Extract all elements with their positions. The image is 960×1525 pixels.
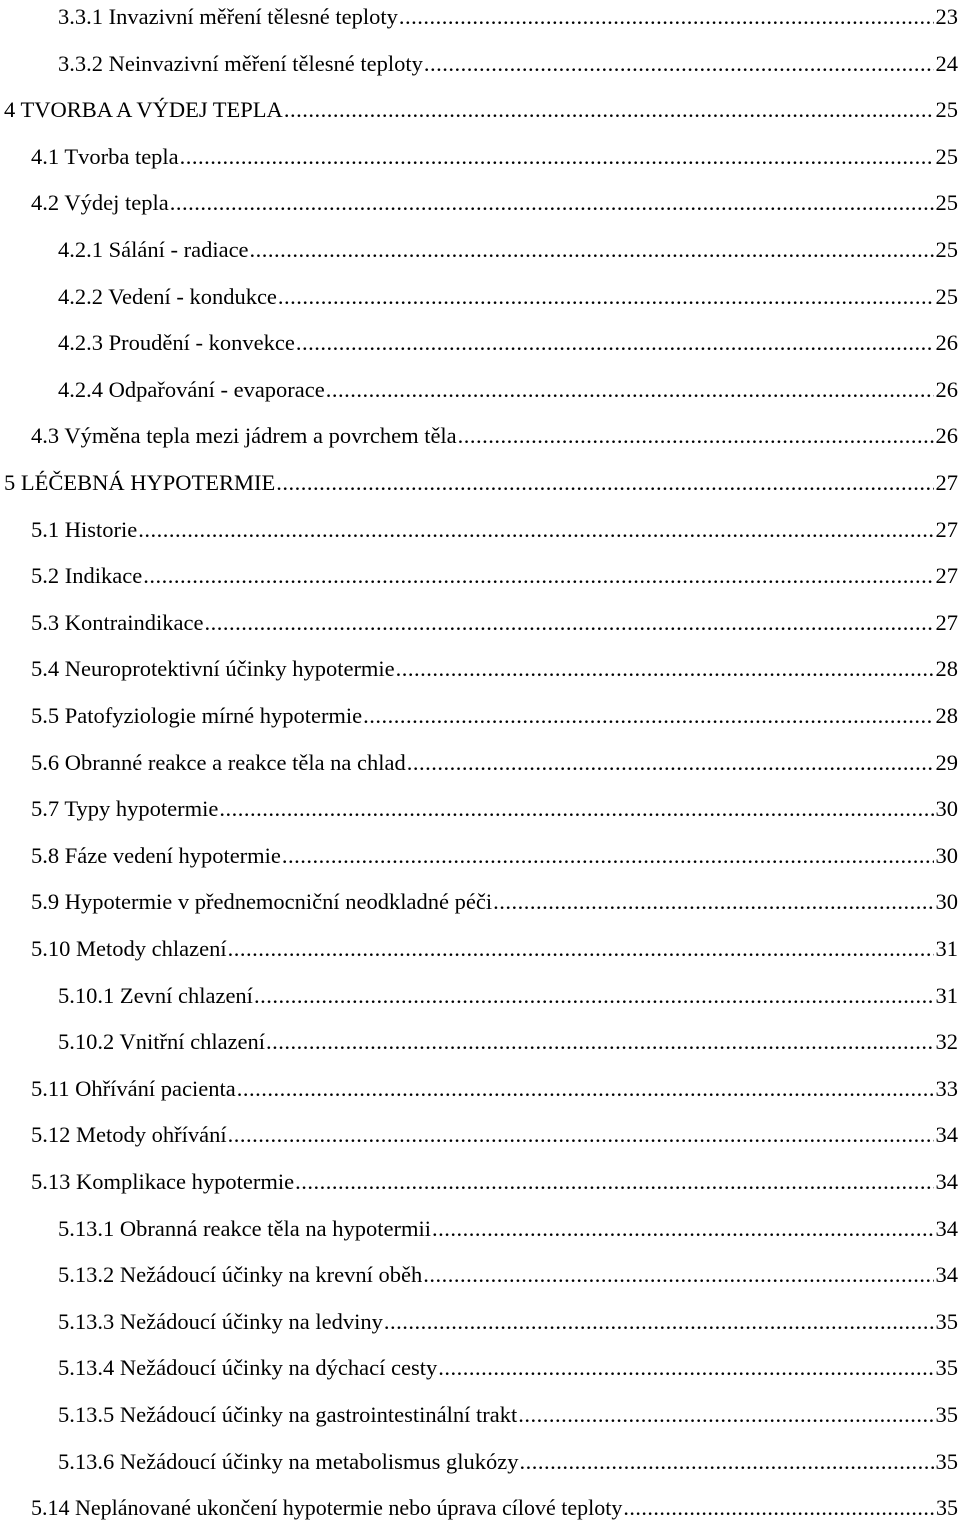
- toc-entry-page-number: 29: [935, 749, 958, 775]
- toc-entry-page-number: 34: [935, 1122, 958, 1148]
- toc-entry-page-number: 27: [935, 563, 958, 589]
- toc-entry-title: 5.13.1 Obranná reakce těla na hypotermii: [58, 1215, 431, 1241]
- toc-dot-leader: [423, 1258, 933, 1292]
- toc-entry-title: 4.2.3 Proudění - konvekce: [58, 330, 295, 356]
- toc-entry[interactable]: [58, 979, 958, 1013]
- toc-entry-title: 5.10.2 Vnitřní chlazení: [58, 1029, 266, 1055]
- toc-dot-leader: [520, 1445, 934, 1479]
- toc-dot-leader: [170, 186, 934, 220]
- toc-dot-leader: [180, 140, 934, 174]
- toc-entry-title: 5.5 Patofyziologie mírné hypotermie: [31, 703, 363, 728]
- toc-dot-leader: [296, 326, 934, 360]
- toc-entry-page-number: 34: [935, 1262, 958, 1288]
- toc-entry-title: 5.9 Hypotermie v přednemocniční neodkladné péči: [31, 889, 493, 915]
- toc-entry-page-number: 35: [936, 1495, 958, 1521]
- toc-entry-title: 3.3.2 Neinvazivní měření tělesné teploty: [58, 50, 423, 76]
- toc-entry-page-number: 28: [935, 703, 958, 728]
- toc-entry[interactable]: [58, 373, 958, 407]
- toc-entry-title: 5.11 Ohřívání pacienta: [31, 1075, 236, 1101]
- toc-dot-leader: [396, 652, 934, 686]
- toc-dot-leader: [493, 885, 933, 919]
- toc-entry-page-number: 23: [935, 4, 958, 29]
- toc-entry-title: 5.13 Komplikace hypotermie: [31, 1169, 295, 1194]
- toc-dot-leader: [138, 513, 933, 547]
- toc-entry[interactable]: [58, 1398, 958, 1432]
- toc-entry[interactable]: [31, 1118, 958, 1152]
- toc-entry-page-number: 34: [935, 1169, 958, 1194]
- toc-entry-title: 5.10 Metody chlazení: [31, 936, 227, 961]
- toc-entry-title: 5.14 Neplánované ukončení hypotermie nebo úprava cílové teploty: [31, 1495, 623, 1521]
- toc-entry-title: 5.13.6 Nežádoucí účinky na metabolismus glukózy: [58, 1448, 519, 1474]
- toc-entry-page-number: 27: [935, 609, 958, 635]
- toc-entry-title: 4.3 Výměna tepla mezi jádrem a povrchem těla: [31, 423, 457, 449]
- toc-entry-page-number: 25: [935, 97, 958, 123]
- toc-entry-page-number: 25: [935, 283, 958, 309]
- toc-entry[interactable]: [58, 1351, 958, 1385]
- toc-entry-title: 5.3 Kontraindikace: [31, 609, 204, 635]
- toc-entry[interactable]: [31, 140, 958, 174]
- toc-dot-leader: [407, 746, 934, 780]
- toc-entry-title: 4 TVORBA A VÝDEJ TEPLA: [4, 97, 283, 123]
- toc-entry[interactable]: [58, 1025, 958, 1059]
- toc-dot-leader: [295, 1165, 933, 1199]
- toc-entry-title: 4.2.4 Odpařování - evaporace: [58, 376, 325, 402]
- toc-entry-title: 5.13.5 Nežádoucí účinky na gastrointestinální trakt: [58, 1402, 518, 1427]
- toc-entry-title: 5 LÉČEBNÁ HYPOTERMIE: [4, 470, 276, 495]
- toc-entry[interactable]: [58, 280, 958, 314]
- toc-dot-leader: [432, 1212, 934, 1246]
- toc-entry-page-number: 33: [935, 1075, 958, 1101]
- toc-entry-page-number: 27: [935, 470, 958, 495]
- toc-entry-title: 5.10.1 Zevní chlazení: [58, 982, 253, 1008]
- toc-dot-leader: [228, 1118, 934, 1152]
- toc-entry[interactable]: [58, 1445, 958, 1479]
- toc-entry[interactable]: [31, 1165, 958, 1199]
- toc-entry-title: 5.13.3 Nežádoucí účinky na ledviny: [58, 1308, 383, 1334]
- toc-entry-title: 5.4 Neuroprotektivní účinky hypotermie: [31, 656, 395, 682]
- toc-dot-leader: [250, 233, 934, 267]
- toc-dot-leader: [399, 0, 934, 34]
- toc-dot-leader: [458, 419, 934, 453]
- toc-entry-title: 5.7 Typy hypotermie: [31, 796, 219, 822]
- toc-entry[interactable]: [31, 746, 958, 780]
- toc-entry[interactable]: [58, 1305, 958, 1339]
- toc-entry-page-number: 30: [935, 889, 958, 915]
- toc-entry-page-number: 27: [935, 516, 958, 542]
- toc-entry[interactable]: [31, 1072, 958, 1106]
- toc-entry-page-number: 31: [935, 936, 958, 961]
- toc-dot-leader: [228, 932, 934, 966]
- toc-entry-page-number: 26: [935, 376, 958, 402]
- toc-dot-leader: [237, 1072, 934, 1106]
- toc-entry[interactable]: [58, 326, 958, 360]
- toc-dot-leader: [518, 1398, 933, 1432]
- toc-entry-page-number: 35: [935, 1355, 958, 1381]
- toc-dot-leader: [276, 466, 933, 500]
- toc-entry[interactable]: [4, 466, 958, 500]
- toc-entry[interactable]: [31, 839, 958, 873]
- toc-entry-page-number: 32: [935, 1029, 958, 1055]
- toc-dot-leader: [254, 979, 934, 1013]
- toc-dot-leader: [278, 280, 934, 314]
- toc-entry-page-number: 35: [935, 1448, 958, 1474]
- toc-entry-title: 5.2 Indikace: [31, 563, 143, 589]
- toc-entry[interactable]: [58, 1258, 958, 1292]
- toc-entry-title: 5.6 Obranné reakce a reakce těla na chlad: [31, 749, 406, 775]
- toc-entry-title: 5.13.4 Nežádoucí účinky na dýchací cesty: [58, 1355, 438, 1381]
- toc-entry-title: 5.13.2 Nežádoucí účinky na krevní oběh: [58, 1262, 423, 1288]
- toc-entry[interactable]: [58, 47, 958, 81]
- toc-entry-page-number: 30: [935, 842, 958, 868]
- toc-entry[interactable]: [31, 885, 958, 919]
- toc-entry-title: 5.8 Fáze vedení hypotermie: [31, 842, 281, 868]
- toc-entry[interactable]: [31, 419, 958, 453]
- toc-entry-page-number: 31: [935, 982, 958, 1008]
- toc-entry-page-number: 25: [935, 190, 958, 216]
- toc-dot-leader: [424, 47, 934, 81]
- toc-dot-leader: [282, 839, 934, 873]
- toc-entry[interactable]: [31, 932, 958, 966]
- toc-entry-title: 4.2.2 Vedení - kondukce: [58, 283, 277, 309]
- toc-entry[interactable]: [31, 1491, 958, 1525]
- toc-dot-leader: [143, 559, 933, 593]
- toc-entry[interactable]: [31, 699, 958, 733]
- toc-dot-leader: [384, 1305, 934, 1339]
- toc-entry-page-number: 26: [935, 330, 958, 356]
- toc-entry-page-number: 35: [935, 1308, 958, 1334]
- toc-dot-leader: [363, 699, 933, 733]
- toc-entry-page-number: 25: [935, 143, 958, 169]
- toc-entry-title: 4.1 Tvorba tepla: [31, 143, 179, 169]
- toc-dot-leader: [623, 1491, 934, 1525]
- toc-entry-page-number: 25: [935, 237, 958, 262]
- toc-entry[interactable]: [31, 792, 958, 826]
- toc-entry[interactable]: [31, 513, 958, 547]
- toc-dot-leader: [219, 792, 933, 826]
- toc-entry-title: 5.12 Metody ohřívání: [31, 1122, 227, 1148]
- toc-entry-page-number: 34: [935, 1215, 958, 1241]
- toc-entry[interactable]: [31, 559, 958, 593]
- toc-entry-title: 4.2.1 Sálání - radiace: [58, 237, 249, 262]
- toc-entry-page-number: 35: [935, 1402, 958, 1427]
- toc-entry-title: 5.1 Historie: [31, 516, 138, 542]
- toc-dot-leader: [266, 1025, 933, 1059]
- toc-entry-page-number: 30: [935, 796, 958, 822]
- toc-entry-title: 3.3.1 Invazivní měření tělesné teploty: [58, 4, 398, 29]
- toc-dot-leader: [438, 1351, 933, 1385]
- toc-entry-page-number: 28: [935, 656, 958, 682]
- toc-dot-leader: [284, 93, 934, 127]
- toc-entry[interactable]: [58, 233, 958, 267]
- toc-entry[interactable]: [31, 606, 958, 640]
- toc-entry-title: 4.2 Výdej tepla: [31, 190, 169, 216]
- toc-entry-page-number: 26: [935, 423, 958, 449]
- toc-dot-leader: [326, 373, 934, 407]
- toc-entry[interactable]: [58, 0, 958, 34]
- toc-entry-page-number: 24: [935, 50, 958, 76]
- toc-entry[interactable]: [31, 186, 958, 220]
- toc-entry[interactable]: [31, 652, 958, 686]
- toc-entry[interactable]: [4, 93, 958, 127]
- toc-entry[interactable]: [58, 1212, 958, 1246]
- toc-dot-leader: [204, 606, 933, 640]
